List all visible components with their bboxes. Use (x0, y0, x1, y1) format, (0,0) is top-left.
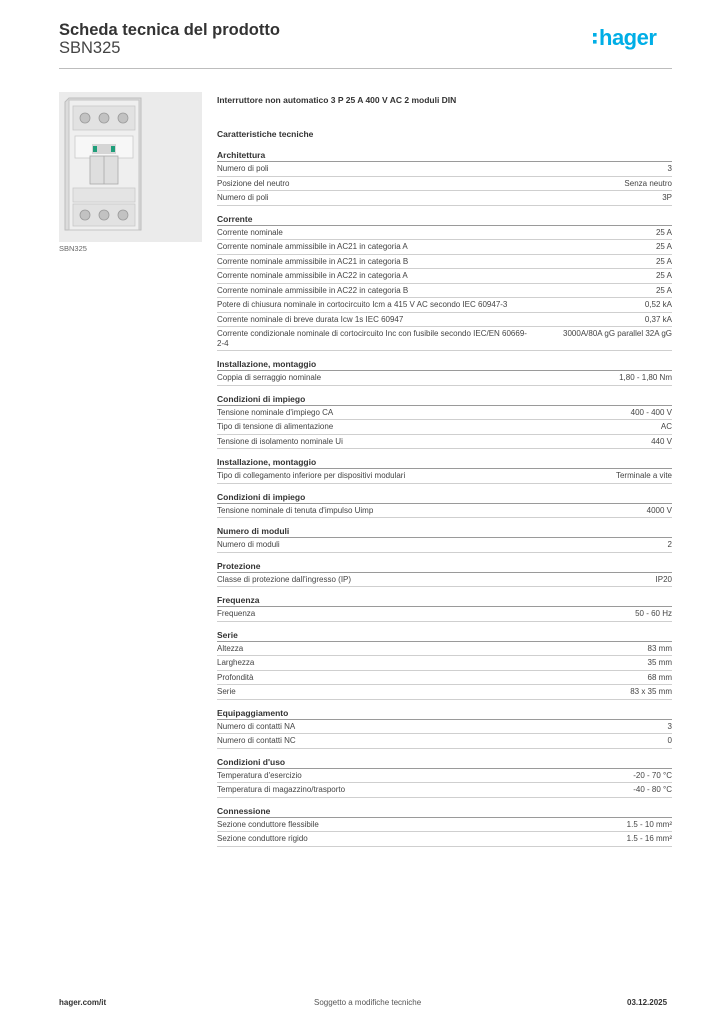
product-image-caption: SBN325 (59, 244, 87, 253)
footer-website: hager.com/it (59, 998, 107, 1007)
section-title: Condizioni d'uso (217, 757, 672, 769)
product-image (59, 92, 202, 242)
spec-value: Senza neutro (624, 178, 672, 188)
spec-row (217, 162, 672, 177)
spec-content (217, 95, 672, 847)
spec-label: Corrente nominale ammissibile in AC21 in categoria B (217, 256, 409, 266)
spec-row (217, 191, 672, 206)
spec-value: -20 - 70 °C (633, 770, 672, 780)
spec-value: AC (660, 422, 672, 431)
spec-value: -40 - 80 °C (633, 785, 672, 794)
spec-value: 2 (667, 540, 672, 549)
section-title: Installazione, montaggio (217, 457, 672, 469)
section-title: Condizioni di impiego (217, 394, 672, 406)
spec-section (217, 630, 672, 700)
spec-value: 3 (667, 721, 672, 731)
spec-value: 83 mm (647, 643, 672, 653)
spec-label: Serie (217, 687, 236, 696)
spec-label: Sezione conduttore rigido (217, 834, 308, 843)
spec-section (217, 457, 672, 484)
spec-value: 3P (662, 193, 672, 202)
spec-label: Tipo di tensione di alimentazione (217, 422, 334, 431)
spec-value: 4000 V (646, 505, 672, 515)
spec-value: 25 A (655, 256, 672, 266)
spec-section (217, 708, 672, 749)
section-title: Installazione, montaggio (217, 359, 672, 371)
spec-label: Altezza (217, 643, 244, 653)
spec-label: Numero di contatti NC (217, 736, 296, 745)
spec-value: 0,37 kA (644, 314, 672, 324)
spec-section (217, 394, 672, 450)
logo-dot-bottom (593, 40, 597, 44)
spec-section (217, 526, 672, 553)
spec-row (217, 504, 672, 519)
spec-value: 1.5 - 16 mm² (626, 834, 672, 843)
section-title: Frequenza (217, 595, 672, 607)
product-code: SBN325 (59, 39, 121, 57)
spec-value: 83 x 35 mm (630, 687, 672, 696)
spec-value: 400 - 400 V (630, 407, 672, 417)
spec-row (217, 420, 672, 435)
spec-row (217, 769, 672, 784)
spec-value: 35 mm (647, 658, 672, 667)
characteristics-heading: Caratteristiche tecniche (217, 129, 314, 139)
footer-date: 03.12.2025 (627, 998, 668, 1007)
section-title: Architettura (217, 150, 672, 162)
spec-row (217, 734, 672, 749)
spec-row (217, 406, 672, 421)
spec-label: Frequenza (217, 609, 256, 618)
spec-value: 3 (667, 164, 672, 173)
spec-value: 3000A/80A gG parallel 32A gG (563, 329, 672, 338)
hager-logo (592, 24, 676, 58)
spec-label: Numero di poli (217, 193, 269, 202)
spec-value: 1,80 - 1,80 Nm (619, 373, 672, 382)
spec-row (217, 469, 672, 484)
spec-value: 0,52 kA (644, 300, 672, 309)
spec-value: 50 - 60 Hz (635, 609, 672, 618)
spec-label: Numero di contatti NA (217, 721, 296, 731)
section-title: Corrente (217, 214, 672, 226)
spec-value: 0 (667, 736, 672, 745)
spec-row (217, 656, 672, 671)
spec-row (217, 255, 672, 270)
header-divider (59, 68, 672, 69)
spec-section (217, 757, 672, 798)
section-title: Protezione (217, 561, 672, 573)
spec-label: Temperatura d'esercizio (217, 770, 302, 780)
section-title: Equipaggiamento (217, 708, 672, 720)
footer-notice: Soggetto a modifiche tecniche (314, 998, 422, 1007)
spec-label: Corrente nominale (217, 227, 283, 237)
spec-label: Posizione del neutro (217, 178, 290, 188)
spec-row (217, 671, 672, 686)
spec-row (217, 269, 672, 284)
spec-label: Tensione nominale d'impiego CA (217, 407, 334, 417)
spec-section (217, 214, 672, 352)
spec-row (217, 435, 672, 450)
spec-row (217, 538, 672, 553)
spec-row (217, 720, 672, 735)
spec-row (217, 573, 672, 588)
spec-row (217, 832, 672, 847)
logo-wordmark: hager (599, 25, 657, 50)
section-title: Numero di moduli (217, 526, 672, 538)
section-title: Connessione (217, 806, 672, 818)
spec-row (217, 818, 672, 833)
spec-value: 25 A (655, 242, 672, 251)
spec-row (217, 642, 672, 657)
spec-row (217, 284, 672, 299)
product-description: Interruttore non automatico 3 P 25 A 400 V AC 2 moduli DIN (217, 95, 457, 105)
spec-value: 25 A (655, 227, 672, 237)
spec-value: 68 mm (647, 672, 672, 682)
spec-label: Numero di poli (217, 164, 269, 173)
spec-row (217, 607, 672, 622)
spec-value: IP20 (655, 574, 672, 584)
spec-section (217, 806, 672, 847)
spec-section (217, 595, 672, 622)
spec-label: Corrente condizionale nominale di cortocircuito Inc con fusibile secondo IEC/EN 60669-2-4 (217, 329, 527, 348)
spec-label: Temperatura di magazzino/trasporto (217, 785, 346, 794)
spec-row (217, 685, 672, 700)
spec-label: Potere di chiusura nominale in cortocircuito Icm a 415 V AC secondo IEC 60947-3 (217, 300, 508, 309)
spec-label: Coppia di serraggio nominale (217, 373, 322, 382)
spec-section (217, 359, 672, 386)
section-title: Condizioni di impiego (217, 492, 672, 504)
spec-label: Profondità (217, 672, 254, 682)
spec-row (217, 371, 672, 386)
spec-section (217, 150, 672, 206)
page-title: Scheda tecnica del prodotto (59, 21, 280, 39)
logo-dot-top (593, 33, 597, 37)
spec-sections (217, 150, 672, 847)
spec-label: Sezione conduttore flessibile (217, 819, 319, 829)
spec-label: Classe di protezione dall'ingresso (IP) (217, 574, 352, 584)
spec-row (217, 226, 672, 241)
spec-row (217, 298, 672, 313)
spec-row (217, 177, 672, 192)
spec-label: Tensione di isolamento nominale Ui (217, 436, 343, 446)
spec-section (217, 561, 672, 588)
spec-value: 440 V (651, 436, 672, 446)
spec-row (217, 783, 672, 798)
spec-row (217, 327, 672, 351)
spec-label: Tipo di collegamento inferiore per dispositivi modulari (217, 471, 406, 480)
spec-row (217, 240, 672, 255)
spec-label: Corrente nominale ammissibile in AC21 in categoria A (217, 242, 408, 251)
spec-label: Numero di moduli (217, 540, 280, 549)
spec-row (217, 313, 672, 328)
spec-value: 1.5 - 10 mm² (626, 819, 672, 829)
section-title: Serie (217, 630, 672, 642)
spec-value: 25 A (655, 271, 672, 280)
spec-label: Larghezza (217, 658, 255, 667)
spec-value: 25 A (655, 285, 672, 295)
spec-label: Corrente nominale ammissibile in AC22 in categoria B (217, 285, 409, 295)
spec-section (217, 492, 672, 519)
spec-label: Corrente nominale di breve durata Icw 1s IEC 60947 (217, 314, 404, 324)
spec-label: Tensione nominale di tenuta d'impulso Uimp (217, 505, 374, 515)
spec-value: Terminale a vite (615, 471, 672, 480)
spec-label: Corrente nominale ammissibile in AC22 in categoria A (217, 271, 408, 280)
